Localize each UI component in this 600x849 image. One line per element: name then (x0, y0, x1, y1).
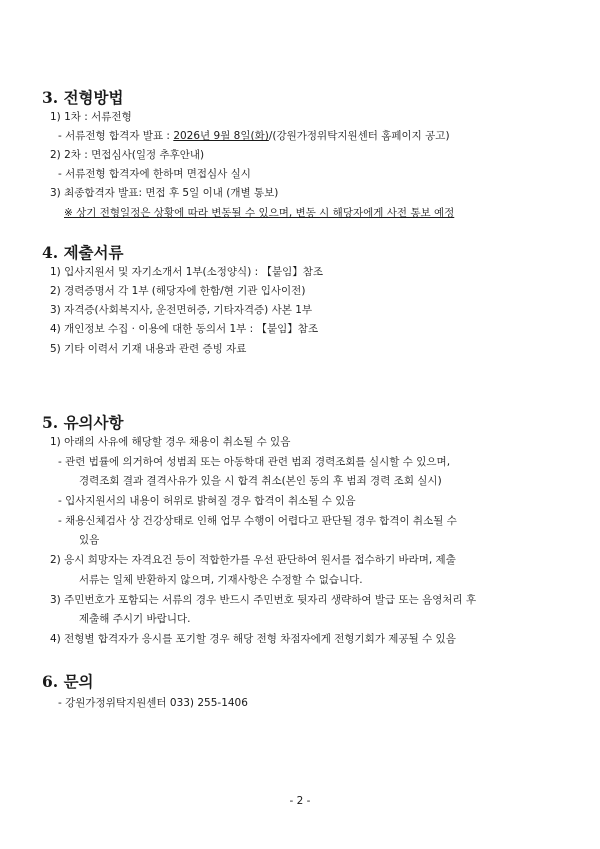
s3-line-3: 2) 2차 : 면접심사(일정 추후안내) (50, 149, 205, 161)
s4-item-1: 1) 입사지원서 및 자기소개서 1부(소정양식) : 【붙임】참조 (50, 266, 324, 278)
s3-line-2 (58, 129, 450, 143)
section-5-heading: 5. 유의사항 (42, 413, 124, 432)
s3-line-5: 3) 최종합격자 발표: 면접 후 5일 이내 (개별 통보) (50, 187, 279, 199)
s3-announce-date: 2026년 9월 8일(화) (173, 130, 269, 142)
s3-notice: ※ 상기 전형일정은 상황에 따라 변동될 수 있으며, 변동 시 해당자에게 사전 통보 예정 (64, 207, 455, 219)
page-number: - 2 - (289, 795, 311, 807)
s4-item-4: 4) 개인정보 수집 · 이용에 대한 동의서 1부 : 【붙임】참조 (50, 323, 319, 335)
s5-line-10: 제출해 주시기 바랍니다. (79, 613, 191, 625)
section-6-heading: 6. 문의 (42, 672, 94, 691)
s5-line-2: - 관련 법률에 의거하여 성범죄 또는 아동학대 관련 범죄 경력조회를 실시할 수 있으며, (58, 456, 451, 468)
s5-line-5: - 채용신체검사 상 건강상태로 인해 업무 수행이 어렵다고 판단될 경우 합격이 취소될 수 (58, 515, 457, 527)
s5-line-3: 경력조회 결과 결격사유가 있을 시 합격 취소(본인 동의 후 범죄 경력 조회 실시) (79, 475, 442, 487)
s4-item-2: 2) 경력증명서 각 1부 (해당자에 한함/현 기관 입사이전) (50, 285, 306, 297)
s5-line-11: 4) 전형별 합격자가 응시를 포기할 경우 해당 전형 차점자에게 전형기회가 제공될 수 있음 (50, 633, 456, 645)
s6-line-1: - 강원가정위탁지원센터 033) 255-1406 (58, 697, 248, 709)
section-3-heading: 3. 전형방법 (42, 88, 124, 107)
s5-line-7: 2) 응시 희망자는 자격요건 등이 적합한가를 우선 판단하여 원서를 접수하기 바라며, 제출 (50, 554, 456, 566)
s3-line-2-prefix: - 서류전형 합격자 발표 : (58, 130, 174, 142)
s5-line-9: 3) 주민번호가 포함되는 서류의 경우 반드시 주민번호 뒷자리 생략하여 발급 또는 음영처리 후 (50, 594, 477, 606)
s3-line-4: - 서류전형 합격자에 한하며 면접심사 실시 (58, 168, 251, 180)
s4-item-5: 5) 기타 이력서 기재 내용과 관련 증빙 자료 (50, 343, 247, 355)
s5-line-8: 서류는 일체 반환하지 않으며, 기재사항은 수정할 수 없습니다. (79, 574, 363, 586)
s5-line-6: 있음 (79, 534, 100, 546)
s3-line-2-suffix: /(강원가정위탁지원센터 홈페이지 공고) (268, 130, 450, 142)
section-4-heading: 4. 제출서류 (42, 243, 124, 262)
s4-item-3: 3) 자격증(사회복지사, 운전면허증, 기타자격증) 사본 1부 (50, 304, 313, 316)
s5-line-4: - 입사지원서의 내용이 허위로 밝혀질 경우 합격이 취소될 수 있음 (58, 495, 356, 507)
s3-line-1: 1) 1차 : 서류전형 (50, 111, 132, 123)
s5-line-1: 1) 아래의 사유에 해당할 경우 채용이 취소될 수 있음 (50, 436, 291, 448)
